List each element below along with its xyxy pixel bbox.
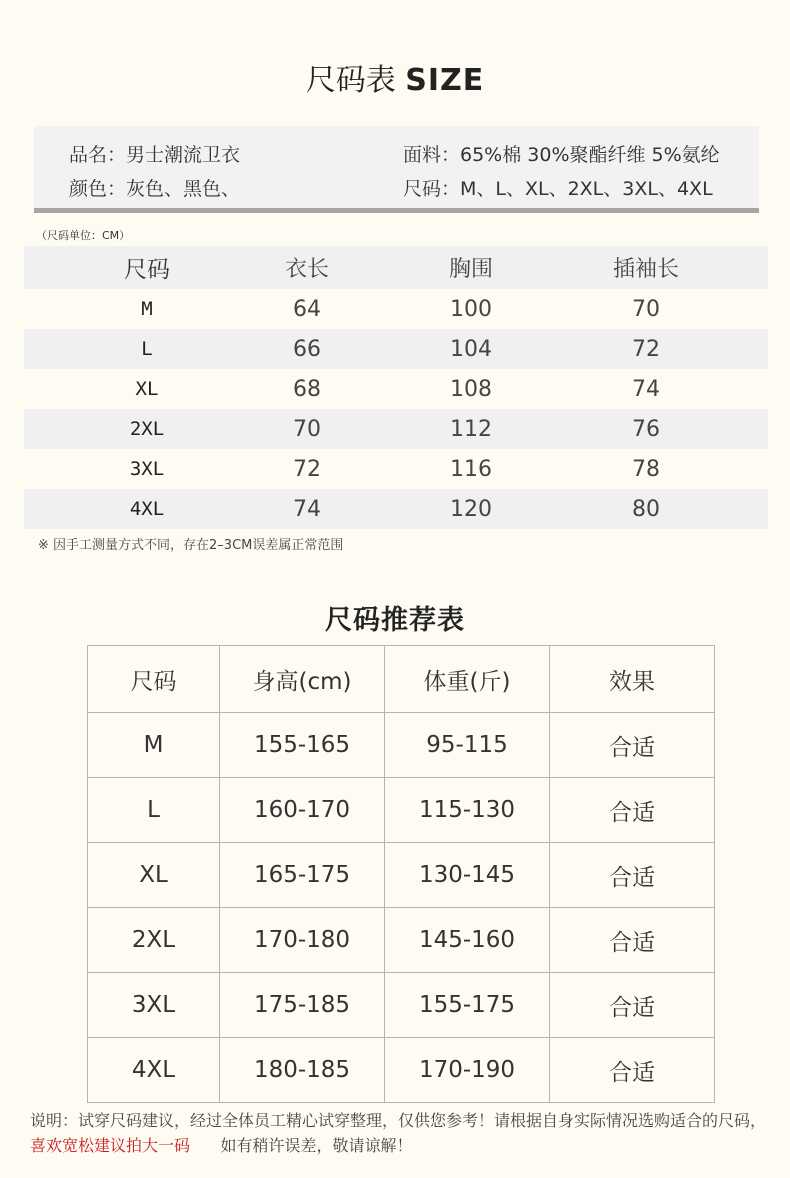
header-length: 衣长: [284, 257, 329, 282]
table-row: [88, 843, 715, 908]
header-height: 身高(cm): [220, 646, 385, 713]
chest-cell: 116: [450, 456, 492, 482]
height-cell: 155-165: [220, 713, 385, 778]
height-cell: 170-180: [220, 908, 385, 973]
color-info: 颜色：灰色、黑色、: [69, 178, 241, 200]
table-row: [24, 369, 768, 409]
length-cell: 70: [293, 416, 321, 442]
footer-highlight: 喜欢宽松建议拍大一码: [30, 1136, 191, 1155]
size-cell: 4XL: [88, 1038, 220, 1103]
header-size: 尺码: [88, 646, 220, 713]
height-cell: 175-185: [220, 973, 385, 1038]
sleeve-cell: 76: [632, 416, 660, 442]
table-row: [24, 329, 768, 369]
chest-cell: 100: [450, 296, 492, 322]
size-cell: XL: [135, 378, 159, 400]
size-cell: M: [88, 713, 220, 778]
header-weight: 体重(斤): [385, 646, 550, 713]
weight-cell: 130-145: [385, 843, 550, 908]
weight-cell: 170-190: [385, 1038, 550, 1103]
length-cell: 68: [293, 376, 321, 402]
info-divider: [34, 208, 759, 213]
weight-cell: 95-115: [385, 713, 550, 778]
recommend-header: [88, 646, 715, 713]
size-cell: L: [88, 778, 220, 843]
sleeve-cell: 80: [632, 496, 660, 522]
footer-text-end: 如有稍许误差，敬请谅解！: [190, 1136, 413, 1155]
effect-cell: 合适: [550, 908, 715, 973]
footer-text: 说明：试穿尺码建议，经过全体员工精心试穿整理，仅供您参考！请根据自身实际情况选购适合的尺码，: [30, 1111, 767, 1130]
size-chart-table: [24, 246, 768, 529]
size-cell: M: [141, 298, 153, 320]
sleeve-cell: 72: [632, 336, 660, 362]
height-cell: 180-185: [220, 1038, 385, 1103]
chest-cell: 108: [450, 376, 492, 402]
recommend-table: [87, 645, 715, 1103]
size-cell: L: [141, 338, 153, 360]
table-row: [24, 489, 768, 529]
header-effect: 效果: [550, 646, 715, 713]
table-row: [88, 778, 715, 843]
chest-cell: 112: [450, 416, 492, 442]
fabric-info: 面料：65%棉 30%聚酯纤维 5%氨纶: [403, 144, 720, 166]
measurement-note: ※ 因手工测量方式不同，存在2–3CM误差属正常范围: [38, 538, 344, 553]
header-size: 尺码: [124, 257, 170, 283]
table-row: [24, 289, 768, 329]
page-title: [0, 55, 790, 99]
weight-cell: 115-130: [385, 778, 550, 843]
table-row: [24, 449, 768, 489]
sleeve-cell: 70: [632, 296, 660, 322]
effect-cell: 合适: [550, 713, 715, 778]
chest-cell: 104: [450, 336, 492, 362]
size-cell: 2XL: [129, 418, 165, 440]
effect-cell: 合适: [550, 843, 715, 908]
table-row: [24, 409, 768, 449]
height-cell: 160-170: [220, 778, 385, 843]
length-cell: 74: [293, 496, 321, 522]
title-cn: 尺码表: [305, 63, 396, 98]
effect-cell: 合适: [550, 778, 715, 843]
effect-cell: 合适: [550, 973, 715, 1038]
title-en: SIZE: [405, 63, 485, 98]
length-cell: 64: [293, 296, 321, 322]
header-chest: 胸围: [448, 257, 493, 282]
height-cell: 165-175: [220, 843, 385, 908]
length-cell: 72: [293, 456, 321, 482]
weight-cell: 155-175: [385, 973, 550, 1038]
table-row: [88, 908, 715, 973]
table-row: [88, 1038, 715, 1103]
unit-note: （尺码单位：CM）: [36, 229, 131, 242]
sleeve-cell: 78: [632, 456, 660, 482]
header-sleeve: 插袖长: [612, 257, 679, 282]
size-cell: 3XL: [129, 458, 165, 480]
table-row: [88, 973, 715, 1038]
effect-cell: 合适: [550, 1038, 715, 1103]
weight-cell: 145-160: [385, 908, 550, 973]
recommend-title: 尺码推荐表: [325, 605, 465, 636]
length-cell: 66: [293, 336, 321, 362]
size-cell: 2XL: [88, 908, 220, 973]
size-cell: XL: [88, 843, 220, 908]
size-info: 尺码：M、L、XL、2XL、3XL、4XL: [403, 178, 713, 200]
chest-cell: 120: [450, 496, 492, 522]
table-row: [88, 713, 715, 778]
product-info-box: [34, 126, 759, 208]
sleeve-cell: 74: [632, 376, 660, 402]
footer-note: [30, 1108, 770, 1158]
size-chart-header: [24, 246, 768, 289]
size-cell: 4XL: [129, 498, 165, 520]
size-cell: 3XL: [88, 973, 220, 1038]
product-name: 品名：男士潮流卫衣: [69, 144, 241, 166]
